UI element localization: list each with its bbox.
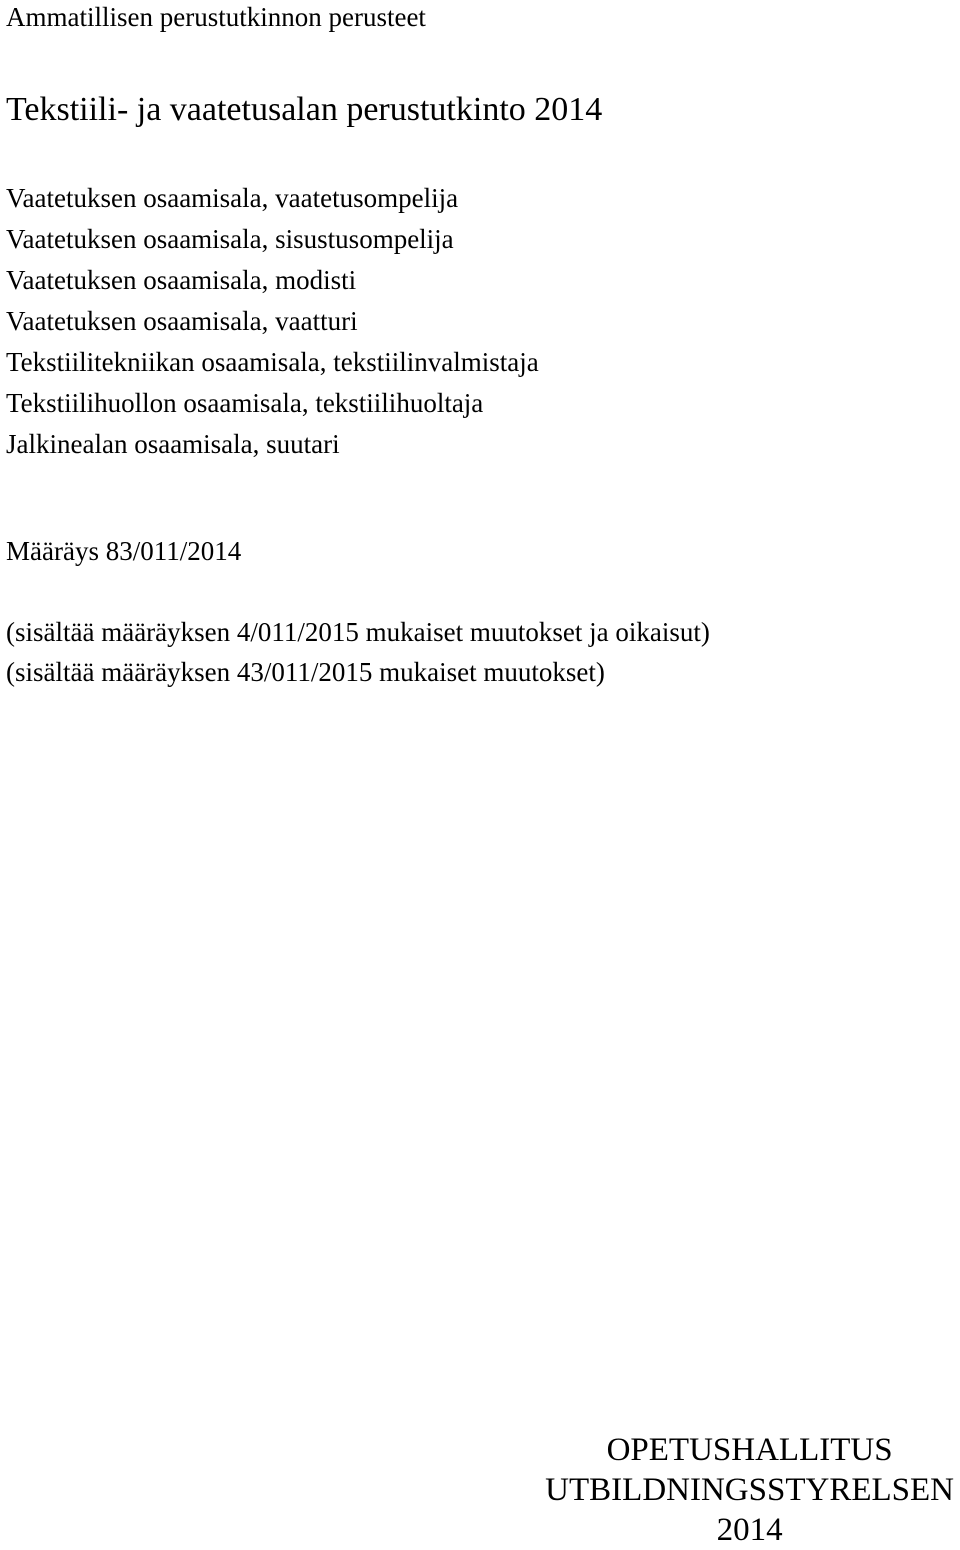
document-title: Tekstiili- ja vaatetusalan perustutkinto 2014 xyxy=(6,91,603,128)
program-list-item: Vaatetuksen osaamisala, vaatetusompelija xyxy=(6,183,459,213)
decree-number: Määräys 83/011/2014 xyxy=(6,536,242,566)
amendment-note: (sisältää määräyksen 43/011/2015 mukaiset muutokset) xyxy=(6,657,605,687)
program-list xyxy=(6,183,539,470)
amendment-note: (sisältää määräyksen 4/011/2015 mukaiset muutokset ja oikaisut) xyxy=(6,617,710,647)
publication-year: 2014 xyxy=(716,1512,783,1548)
program-list-item: Vaatetuksen osaamisala, modisti xyxy=(6,265,357,295)
amendment-notes xyxy=(6,617,710,697)
publisher-name-finnish: OPETUSHALLITUS xyxy=(606,1432,893,1468)
publisher-footer xyxy=(545,1430,954,1550)
program-list-item: Jalkinealan osaamisala, suutari xyxy=(6,429,340,459)
program-list-item: Tekstiilihuollon osaamisala, tekstiilihuoltaja xyxy=(6,388,484,418)
publisher-name-swedish: UTBILDNINGSSTYRELSEN xyxy=(545,1472,954,1508)
program-list-item: Vaatetuksen osaamisala, sisustusompelija xyxy=(6,224,454,254)
document-top-heading: Ammatillisen perustutkinnon perusteet xyxy=(6,2,426,32)
program-list-item: Tekstiilitekniikan osaamisala, tekstiilinvalmistaja xyxy=(6,347,539,377)
program-list-item: Vaatetuksen osaamisala, vaatturi xyxy=(6,306,358,336)
